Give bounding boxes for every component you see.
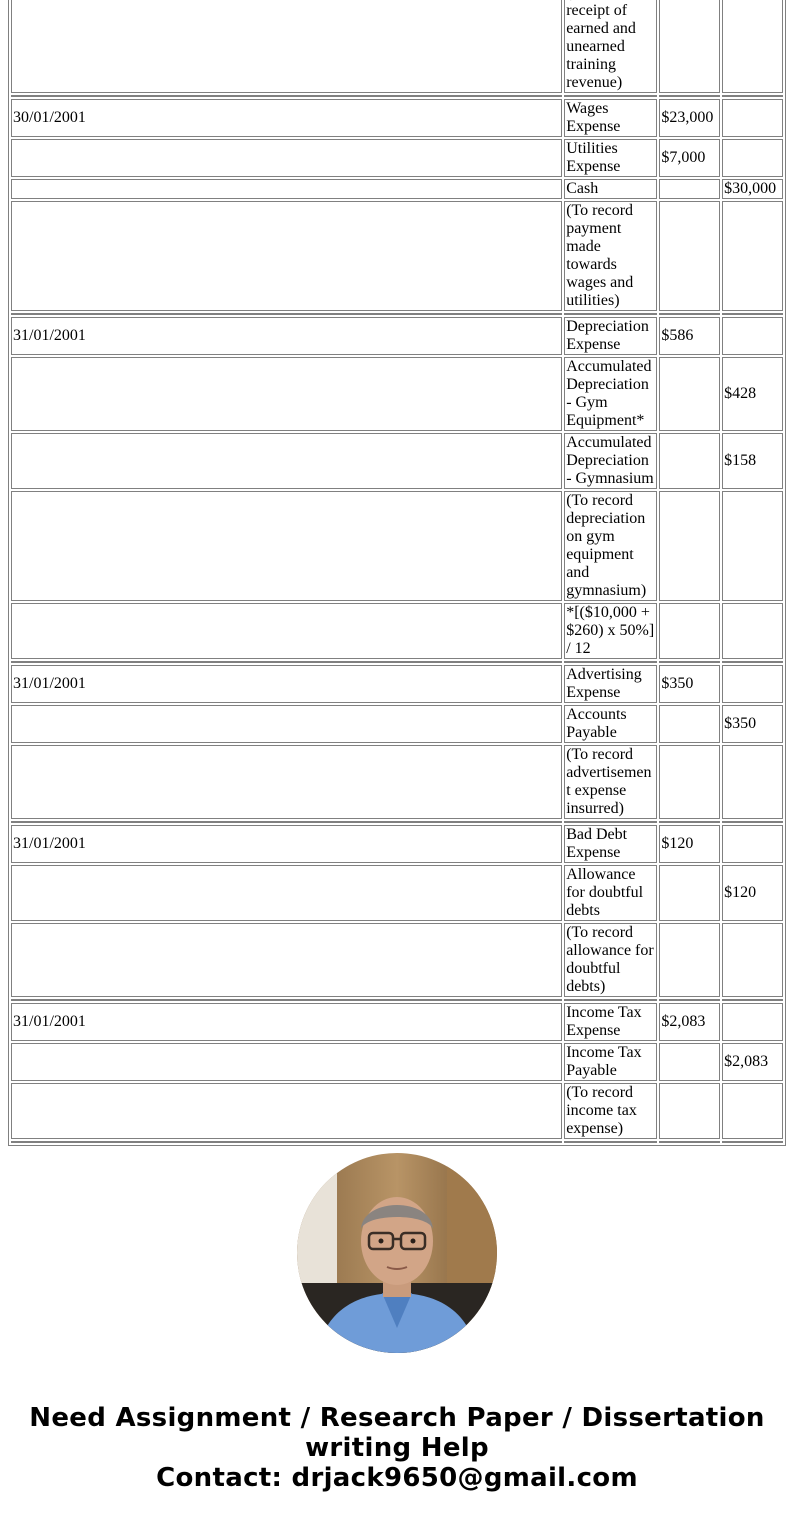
- credit-cell: [722, 1003, 783, 1041]
- separator-cell: [659, 313, 720, 315]
- account-cell: *[($10,000 + $260) x 50%] / 12: [564, 603, 657, 659]
- journal-row: [11, 1083, 783, 1139]
- account-cell: Accumulated Depreciation - Gymnasium: [564, 433, 657, 489]
- journal-row: [11, 1003, 783, 1041]
- separator-cell: [659, 821, 720, 823]
- journal-table-body: [11, 0, 783, 1143]
- debit-cell: [659, 705, 720, 743]
- account-cell: Utilities Expense: [564, 139, 657, 177]
- portrait-image: [297, 1153, 497, 1353]
- entry-separator: [11, 661, 783, 663]
- account-cell: Bad Debt Expense: [564, 825, 657, 863]
- debit-cell: $2,083: [659, 1003, 720, 1041]
- separator-cell: [11, 95, 562, 97]
- entry-separator: [11, 999, 783, 1001]
- debit-cell: [659, 745, 720, 819]
- date-cell: 31/01/2001: [11, 665, 562, 703]
- separator-cell: [11, 313, 562, 315]
- entry-separator: [11, 95, 783, 97]
- credit-cell: [722, 665, 783, 703]
- date-cell: [11, 705, 562, 743]
- debit-cell: [659, 357, 720, 431]
- date-cell: [11, 201, 562, 311]
- separator-cell: [722, 1141, 783, 1143]
- journal-row: [11, 201, 783, 311]
- credit-cell: $350: [722, 705, 783, 743]
- account-cell: Advertising Expense: [564, 665, 657, 703]
- date-cell: [11, 357, 562, 431]
- debit-cell: [659, 0, 720, 93]
- account-cell: receipt of earned and unearned training revenue): [564, 0, 657, 93]
- account-cell: Wages Expense: [564, 99, 657, 137]
- credit-cell: [722, 317, 783, 355]
- banner-line-2: writing Help: [305, 1433, 489, 1463]
- separator-cell: [659, 661, 720, 663]
- entry-separator: [11, 313, 783, 315]
- credit-cell: [722, 825, 783, 863]
- credit-cell: [722, 603, 783, 659]
- credit-cell: $30,000: [722, 179, 783, 199]
- date-cell: [11, 0, 562, 93]
- separator-cell: [564, 661, 657, 663]
- journal-row: [11, 745, 783, 819]
- journal-row: [11, 357, 783, 431]
- journal-row: [11, 825, 783, 863]
- debit-cell: $120: [659, 825, 720, 863]
- account-cell: Accounts Payable: [564, 705, 657, 743]
- date-cell: 31/01/2001: [11, 1003, 562, 1041]
- credit-cell: $428: [722, 357, 783, 431]
- date-cell: [11, 923, 562, 997]
- date-cell: 31/01/2001: [11, 317, 562, 355]
- separator-cell: [659, 95, 720, 97]
- journal-row: [11, 433, 783, 489]
- separator-cell: [722, 999, 783, 1001]
- debit-cell: [659, 201, 720, 311]
- debit-cell: [659, 865, 720, 921]
- separator-cell: [11, 999, 562, 1001]
- debit-cell: [659, 923, 720, 997]
- account-cell: (To record income tax expense): [564, 1083, 657, 1139]
- credit-cell: $120: [722, 865, 783, 921]
- credit-cell: [722, 1083, 783, 1139]
- debit-cell: [659, 1043, 720, 1081]
- account-cell: (To record allowance for doubtful debts): [564, 923, 657, 997]
- credit-cell: [722, 745, 783, 819]
- separator-cell: [659, 999, 720, 1001]
- separator-cell: [722, 661, 783, 663]
- author-photo: [297, 1153, 497, 1353]
- credit-cell: [722, 99, 783, 137]
- entry-separator: [11, 821, 783, 823]
- date-cell: 30/01/2001: [11, 99, 562, 137]
- account-cell: (To record depreciation on gym equipment and gymnasium): [564, 491, 657, 601]
- account-cell: (To record advertisement expense insurred): [564, 745, 657, 819]
- separator-cell: [564, 95, 657, 97]
- credit-cell: [722, 201, 783, 311]
- separator-cell: [722, 95, 783, 97]
- separator-cell: [564, 1141, 657, 1143]
- journal-row: [11, 603, 783, 659]
- banner-contact-email[interactable]: Contact: drjack9650@gmail.com: [156, 1463, 638, 1493]
- date-cell: [11, 1083, 562, 1139]
- date-cell: [11, 433, 562, 489]
- journal-row: [11, 1043, 783, 1081]
- account-cell: Income Tax Expense: [564, 1003, 657, 1041]
- journal-row: [11, 99, 783, 137]
- separator-cell: [564, 999, 657, 1001]
- journal-table: [8, 0, 786, 1146]
- debit-cell: [659, 491, 720, 601]
- debit-cell: $350: [659, 665, 720, 703]
- date-cell: [11, 865, 562, 921]
- account-cell: Cash: [564, 179, 657, 199]
- account-cell: (To record payment made towards wages and utilities): [564, 201, 657, 311]
- debit-cell: [659, 603, 720, 659]
- date-cell: [11, 179, 562, 199]
- date-cell: [11, 491, 562, 601]
- date-cell: [11, 745, 562, 819]
- debit-cell: [659, 1083, 720, 1139]
- separator-cell: [564, 313, 657, 315]
- date-cell: [11, 1043, 562, 1081]
- credit-cell: [722, 923, 783, 997]
- credit-cell: [722, 0, 783, 93]
- journal-row: [11, 317, 783, 355]
- account-cell: Income Tax Payable: [564, 1043, 657, 1081]
- debit-cell: $586: [659, 317, 720, 355]
- credit-cell: $2,083: [722, 1043, 783, 1081]
- entry-separator: [11, 1141, 783, 1143]
- date-cell: 31/01/2001: [11, 825, 562, 863]
- journal-row: [11, 491, 783, 601]
- separator-cell: [11, 661, 562, 663]
- journal-row: [11, 923, 783, 997]
- date-cell: [11, 139, 562, 177]
- contact-banner: [0, 1403, 794, 1493]
- account-cell: Depreciation Expense: [564, 317, 657, 355]
- journal-row: [11, 139, 783, 177]
- journal-row: [11, 705, 783, 743]
- credit-cell: [722, 139, 783, 177]
- account-cell: Accumulated Depreciation - Gym Equipment*: [564, 357, 657, 431]
- journal-row: [11, 0, 783, 93]
- separator-cell: [564, 821, 657, 823]
- account-cell: Allowance for doubtful debts: [564, 865, 657, 921]
- credit-cell: $158: [722, 433, 783, 489]
- debit-cell: [659, 179, 720, 199]
- separator-cell: [722, 821, 783, 823]
- separator-cell: [11, 1141, 562, 1143]
- journal-row: [11, 865, 783, 921]
- journal-row: [11, 179, 783, 199]
- debit-cell: $7,000: [659, 139, 720, 177]
- separator-cell: [11, 821, 562, 823]
- credit-cell: [722, 491, 783, 601]
- separator-cell: [722, 313, 783, 315]
- debit-cell: $23,000: [659, 99, 720, 137]
- date-cell: [11, 603, 562, 659]
- banner-line-1: Need Assignment / Research Paper / Dissertation: [29, 1403, 765, 1433]
- debit-cell: [659, 433, 720, 489]
- separator-cell: [659, 1141, 720, 1143]
- journal-row: [11, 665, 783, 703]
